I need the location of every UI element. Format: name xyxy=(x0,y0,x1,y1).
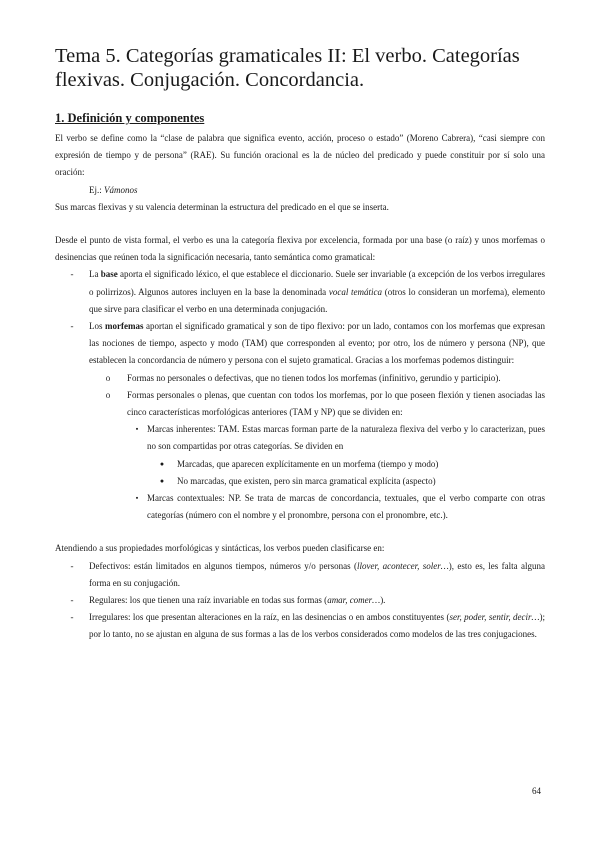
document-title: Tema 5. Categorías gramaticales II: El verbo. Categorías flexivas. Conjugación. Concordancia. xyxy=(55,45,520,91)
formal-paragraph: Desde el punto de vista formal, el verbo es una la categoría flexiva por excelencia, formada por una base (o raíz) y unos morfemas o desinencias que reúnen toda la significación necesaria, tanto semántica como gramatical: xyxy=(55,235,545,263)
marks-sentence: Sus marcas flexivas y su valencia determinan la estructura del predicado en el que se inserta. xyxy=(55,201,389,212)
list-item-unmarked xyxy=(55,473,545,490)
list-item-text: No marcadas, que existen, pero sin marca gramatical explícita (aspecto) xyxy=(177,475,436,486)
intro-paragraph: El verbo se define como la “clase de palabra que significa evento, acción, proceso o estado” (Moreno Cabrera), “casi siempre con expresión de tiempo y de persona” (RAE). Su función oracional es la de núcleo del predicado y puede constituir por sí solo una oración: xyxy=(55,133,545,178)
example-word: Vámonos xyxy=(104,184,138,195)
list-item-forms-nonpersonal xyxy=(55,370,545,387)
list-item-text: Formas no personales o defectivas, que no tienen todos los morfemas (infinitivo, gerundio y participio). xyxy=(127,372,501,383)
list-item-text: Irregulares: los que presentan alteraciones en la raíz, en las desinencias o en ambos constituyentes (ser, poder, sentir, decir…); por lo tanto, no se ajustan en alguna de sus formas a las de los verbos considerados como modelos de las tres conjugaciones. xyxy=(89,612,545,640)
list-item-forms-personal xyxy=(55,387,545,421)
list-item-inherent-marks xyxy=(55,421,545,455)
list-item-irregulares xyxy=(55,609,545,643)
list-item-morfemas xyxy=(55,318,545,370)
circle-marker: o xyxy=(105,372,111,383)
dash-marker: - xyxy=(70,612,74,623)
list-item-base xyxy=(55,266,545,318)
list-item-defectivos xyxy=(55,558,545,592)
classification-intro: Atendiendo a sus propiedades morfológicas y sintácticas, los verbos pueden clasificarse en: xyxy=(55,543,385,554)
document-body xyxy=(55,130,545,644)
list-item-text: Formas personales o plenas, que cuentan con todos los morfemas, por lo que poseen flexión y tienen asociadas las cinco características morfológicas anteriores (TAM y NP) que se dividen en: xyxy=(127,389,545,418)
dash-marker: - xyxy=(70,595,74,606)
bullet-marker: ● xyxy=(159,459,165,468)
square-marker: ▪ xyxy=(135,494,139,503)
example-label: Ej.: xyxy=(89,184,104,195)
list-item-text: Los morfemas aportan el significado gramatical y son de tipo flexivo: por un lado, contamos con los morfemas que expresan las nociones de tiempo, aspecto y modo (TAM) que corresponden al evento; por otro, los de número y persona (NP), que establecen la concordancia de número y persona con el sujeto gramatical. Gracias a los morfemas podemos distinguir: xyxy=(89,321,546,366)
list-item-contextual-marks xyxy=(55,490,545,524)
dash-marker: - xyxy=(70,560,74,571)
list-item-text: Regulares: los que tienen una raíz invariable en todas sus formas (amar, comer…). xyxy=(89,595,386,606)
dash-marker: - xyxy=(70,321,74,332)
dash-marker: - xyxy=(70,269,74,280)
list-item-text: La base aporta el significado léxico, el que establece el diccionario. Suele ser invariable (a excepción de los verbos irregulares o polirrizos). Algunos autores incluyen en la base la denominada vocal temática (otros lo consideran un morfema), elemento que sirve para clasificar el verbo en una determinada conjugación. xyxy=(89,269,546,314)
list-item-text: Marcadas, que aparecen explícitamente en un morfema (tiempo y modo) xyxy=(177,458,439,469)
example-line xyxy=(55,182,545,199)
list-item-text: Marcas contextuales: NP. Se trata de marcas de concordancia, textuales, que el verbo comparte con otras categorías (número con el nombre y el pronombre, persona con el pronombre, etc.). xyxy=(147,493,545,521)
square-marker: ▪ xyxy=(135,425,139,434)
list-item-regulares xyxy=(55,592,545,609)
bullet-marker: ● xyxy=(159,476,165,485)
list-item-text: Marcas inherentes: TAM. Estas marcas forman parte de la naturaleza flexiva del verbo y lo caracterizan, pues no son compartidas por otras categorías. Se dividen en xyxy=(147,424,545,452)
list-item-marked xyxy=(55,456,545,473)
page-number: 64 xyxy=(532,786,541,796)
list-item-text: Defectivos: están limitados en algunos tiempos, números y/o personas (llover, acontecer, soler…), esto es, les falta alguna forma en su conjugación. xyxy=(89,560,546,588)
section-heading: 1. Definición y componentes xyxy=(55,111,205,125)
circle-marker: o xyxy=(105,389,111,400)
